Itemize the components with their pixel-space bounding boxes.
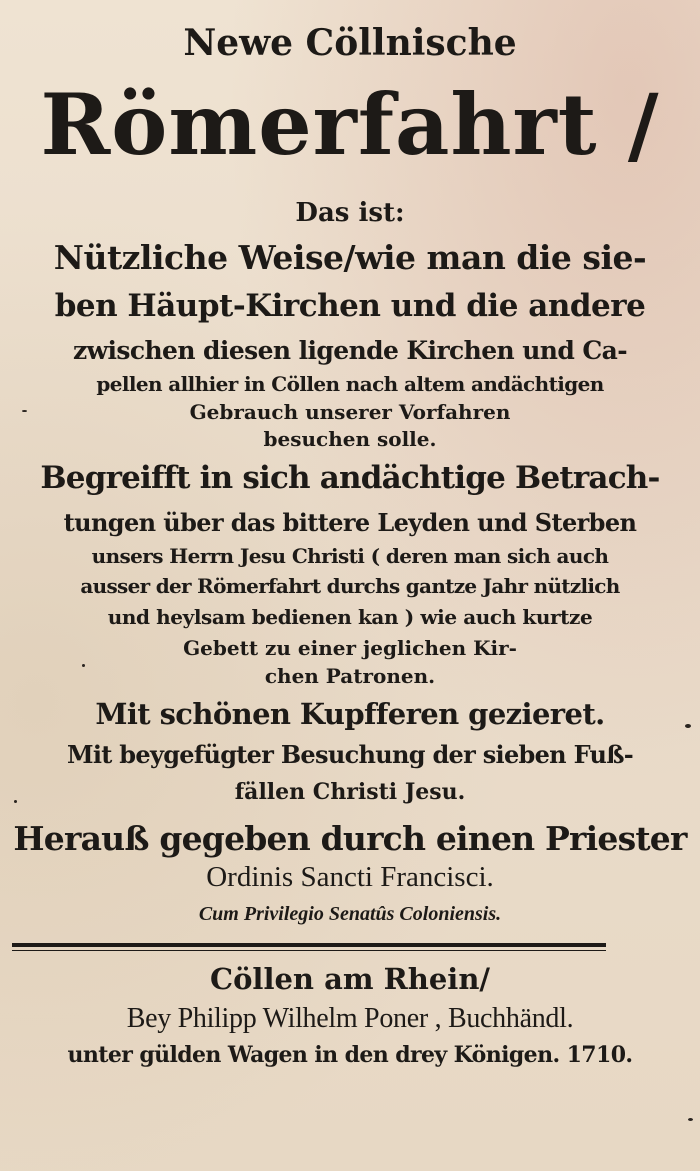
title-line-1: Newe Cöllnische bbox=[183, 22, 517, 64]
contents-line: Begreifft in sich andächtige Betrach- bbox=[40, 460, 660, 496]
contents-line: und heylsam bedienen kan ) wie auch kurtze bbox=[107, 605, 593, 629]
description-line: zwischen diesen ligende Kirchen und Ca- bbox=[72, 336, 628, 365]
addition-line: fällen Christi Jesu. bbox=[234, 779, 466, 805]
divider-rule bbox=[12, 950, 606, 951]
description-line: Gebrauch unserer Vorfahren bbox=[189, 400, 511, 424]
main-title: Römerfahrt / bbox=[40, 75, 660, 174]
imprint-address: unter gülden Wagen in den drey Königen. 1710. bbox=[67, 1042, 633, 1068]
ink-speck bbox=[14, 800, 17, 803]
addition-line: Mit beygefügter Besuchung der sieben Fuß- bbox=[66, 740, 634, 769]
description-line: besuchen solle. bbox=[263, 427, 437, 451]
ink-speck bbox=[688, 1118, 693, 1121]
divider-rule bbox=[12, 943, 606, 947]
order-line: Ordinis Sancti Francisci. bbox=[206, 861, 494, 893]
ink-speck bbox=[22, 410, 27, 412]
imprint-place: Cöllen am Rhein/ bbox=[210, 962, 490, 996]
imprint-publisher: Bey Philipp Wilhelm Poner , Buchhändl. bbox=[126, 1003, 574, 1034]
privilege-line: Cum Privilegio Senatûs Coloniensis. bbox=[198, 903, 502, 925]
description-line: Nützliche Weise/wie man die sie- bbox=[53, 238, 647, 277]
contents-line: unsers Herrn Jesu Christi ( deren man sich auch bbox=[91, 544, 609, 568]
description-line: pellen allhier in Cöllen nach altem andächtigen bbox=[96, 372, 604, 396]
description-line: ben Häupt-Kirchen und die andere bbox=[54, 288, 646, 324]
ink-speck bbox=[685, 724, 691, 728]
editor-line: Herauß gegeben durch einen Priester bbox=[13, 819, 687, 858]
das-ist: Das ist: bbox=[295, 198, 405, 228]
contents-line: chen Patronen. bbox=[264, 664, 436, 688]
contents-line: tungen über das bittere Leyden und Sterben bbox=[63, 508, 637, 537]
contents-line: Gebett zu einer jeglichen Kir- bbox=[183, 636, 517, 660]
engravings-line: Mit schönen Kupfferen gezieret. bbox=[95, 697, 605, 731]
contents-line: ausser der Römerfahrt durchs gantze Jahr nützlich bbox=[80, 574, 620, 598]
ink-speck bbox=[82, 664, 85, 667]
